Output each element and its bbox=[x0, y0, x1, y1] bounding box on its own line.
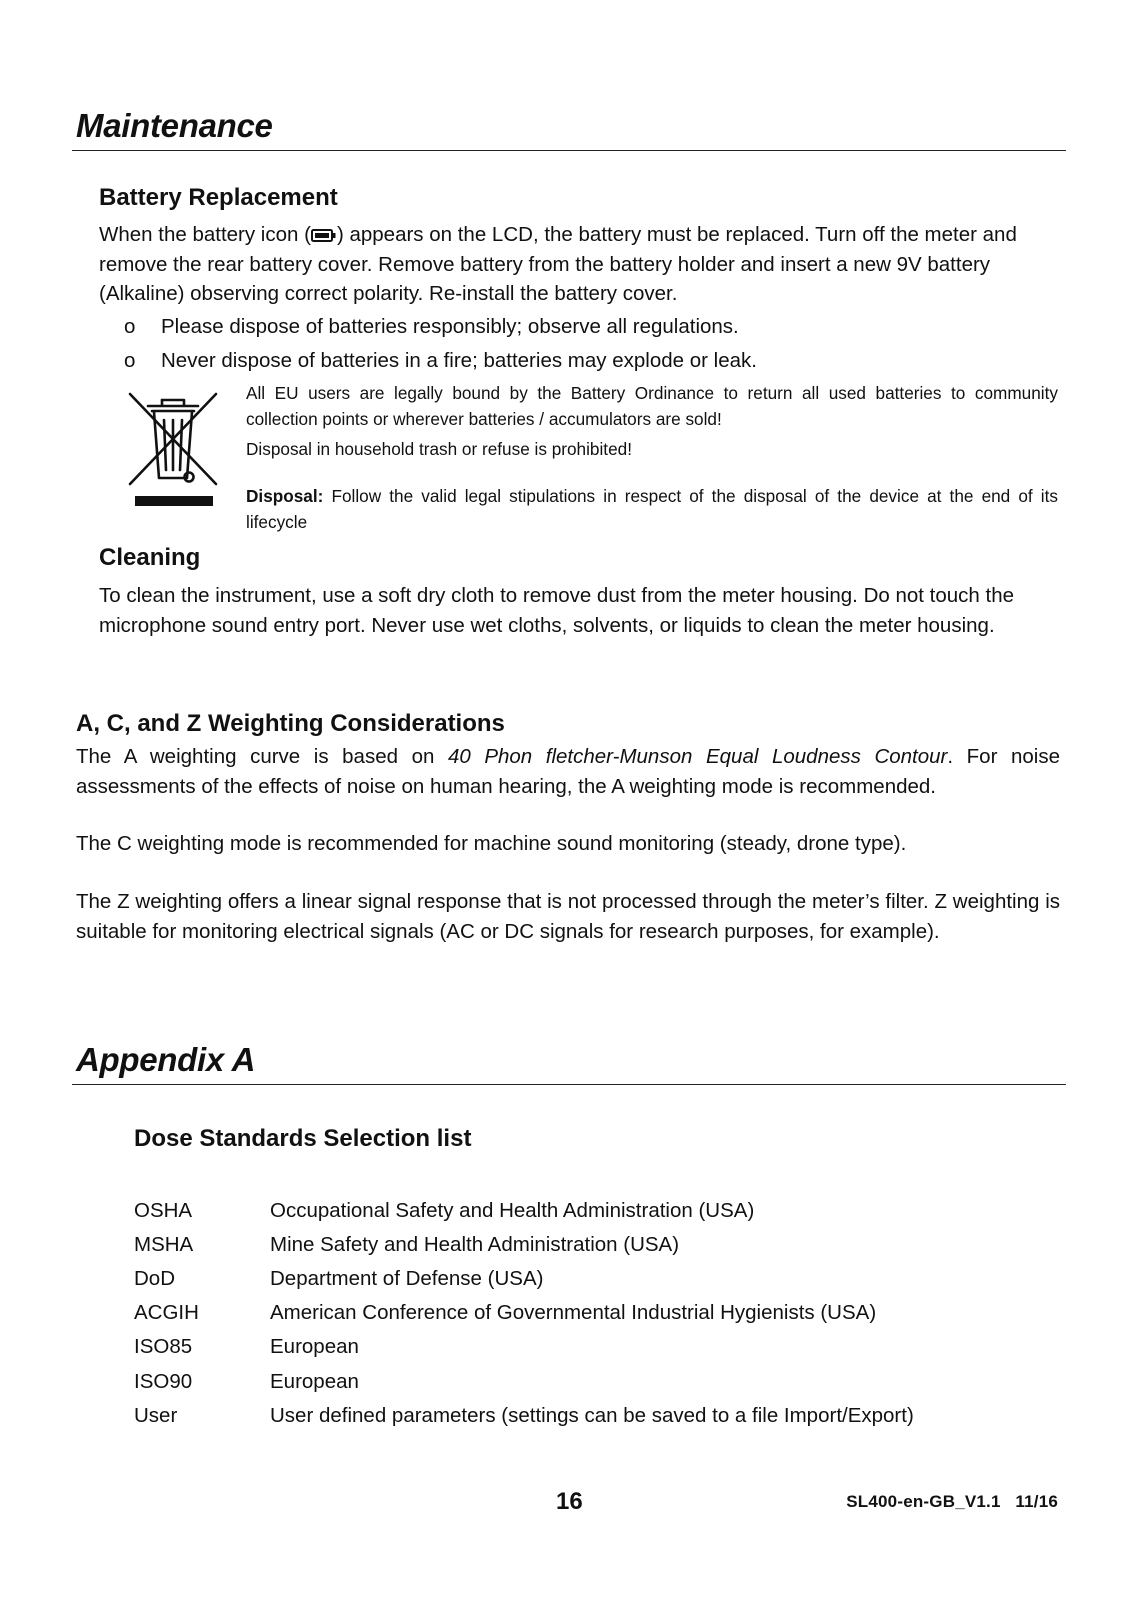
standard-description: User defined parameters (settings can be saved to a file Import/Export) bbox=[270, 1404, 914, 1427]
standard-abbreviation: DoD bbox=[134, 1267, 176, 1290]
list-item bbox=[134, 1401, 1044, 1431]
list-item bbox=[134, 1332, 1044, 1362]
disposal-label: Disposal: bbox=[246, 486, 324, 506]
standard-description: European bbox=[270, 1335, 359, 1358]
list-item bbox=[134, 1230, 1044, 1260]
c-weighting-paragraph: The C weighting mode is recommended for machine sound monitoring (steady, drone type). bbox=[76, 832, 907, 855]
heading-cleaning: Cleaning bbox=[99, 544, 201, 571]
battery-intro-rest: ) appears on the LCD, the battery must be replaced. Turn off the meter and remove the rear battery cover. Remove battery from the battery holder and insert a new 9V battery (Alkaline) observing correct polarity. Re-install the battery cover. bbox=[99, 223, 1017, 305]
standard-description: Department of Defense (USA) bbox=[270, 1267, 544, 1290]
a-weighting-contour: 40 Phon fletcher-Munson Equal Loudness Contour bbox=[447, 745, 948, 768]
trash-notice-text: Disposal in household trash or refuse is prohibited! bbox=[246, 439, 632, 459]
a-weighting-paragraph bbox=[76, 742, 1060, 801]
heading-battery-replacement: Battery Replacement bbox=[99, 184, 338, 211]
eu-notice-text: All EU users are legally bound by the Battery Ordinance to return all used batteries to community collection points or wherever batteries / accumulators are sold! bbox=[246, 383, 1058, 429]
standard-abbreviation: ISO85 bbox=[134, 1335, 193, 1358]
battery-intro-start: When the battery icon ( bbox=[99, 223, 311, 246]
cleaning-paragraph: To clean the instrument, use a soft dry cloth to remove dust from the meter housing. Do not touch the microphone sound entry port. Never use wet cloths, solvents, or liquids to clean the meter housing. bbox=[99, 584, 1015, 637]
list-item bbox=[134, 1264, 1044, 1294]
standard-description: European bbox=[270, 1370, 359, 1393]
bullet-mark: o bbox=[124, 349, 136, 372]
bullet-text: Never dispose of batteries in a fire; batteries may explode or leak. bbox=[161, 349, 757, 372]
standard-abbreviation: ISO90 bbox=[134, 1370, 193, 1393]
a-weighting-end: . For noise assessments of the effects of noise on human hearing, the A weighting mode is recommended. bbox=[76, 745, 1060, 798]
standard-description: Mine Safety and Health Administration (USA) bbox=[270, 1233, 680, 1256]
a-weighting-start: The A weighting curve is based on bbox=[76, 745, 448, 768]
standard-abbreviation: MSHA bbox=[134, 1233, 194, 1256]
crossed-out-wheelie-bin-icon bbox=[126, 390, 220, 510]
list-item bbox=[134, 1298, 1044, 1328]
disposal-body: Follow the valid legal stipulations in respect of the disposal of the device at the end of its lifecycle bbox=[246, 486, 1058, 532]
standard-description: American Conference of Governmental Industrial Hygienists (USA) bbox=[270, 1301, 877, 1324]
bullet-text: Please dispose of batteries responsibly; observe all regulations. bbox=[161, 315, 739, 338]
standard-abbreviation: ACGIH bbox=[134, 1301, 199, 1324]
section-rule bbox=[72, 150, 1066, 151]
battery-intro-paragraph bbox=[99, 220, 1044, 309]
heading-dose-standards: Dose Standards Selection list bbox=[134, 1125, 472, 1152]
list-item bbox=[134, 1196, 1044, 1226]
document-id: SL400-en-GB_V1.1 11/16 bbox=[846, 1492, 1058, 1511]
standard-abbreviation: OSHA bbox=[134, 1199, 193, 1222]
bullet-mark: o bbox=[124, 315, 136, 338]
z-weighting-paragraph: The Z weighting offers a linear signal response that is not processed through the meter’s filter. Z weighting is suitable for monitoring electrical signals (AC or DC signals for research purposes, for example). bbox=[76, 890, 1060, 943]
section-title-maintenance: Maintenance bbox=[76, 107, 273, 144]
standard-abbreviation: User bbox=[134, 1404, 178, 1427]
standard-description: Occupational Safety and Health Administration (USA) bbox=[270, 1199, 755, 1222]
disposal-text bbox=[246, 483, 1058, 535]
page-number: 16 bbox=[556, 1488, 583, 1515]
heading-weighting: A, C, and Z Weighting Considerations bbox=[76, 710, 505, 737]
section-rule bbox=[72, 1084, 1066, 1085]
list-item bbox=[134, 1367, 1044, 1397]
section-title-appendix-a: Appendix A bbox=[76, 1041, 256, 1078]
battery-icon bbox=[311, 228, 337, 243]
